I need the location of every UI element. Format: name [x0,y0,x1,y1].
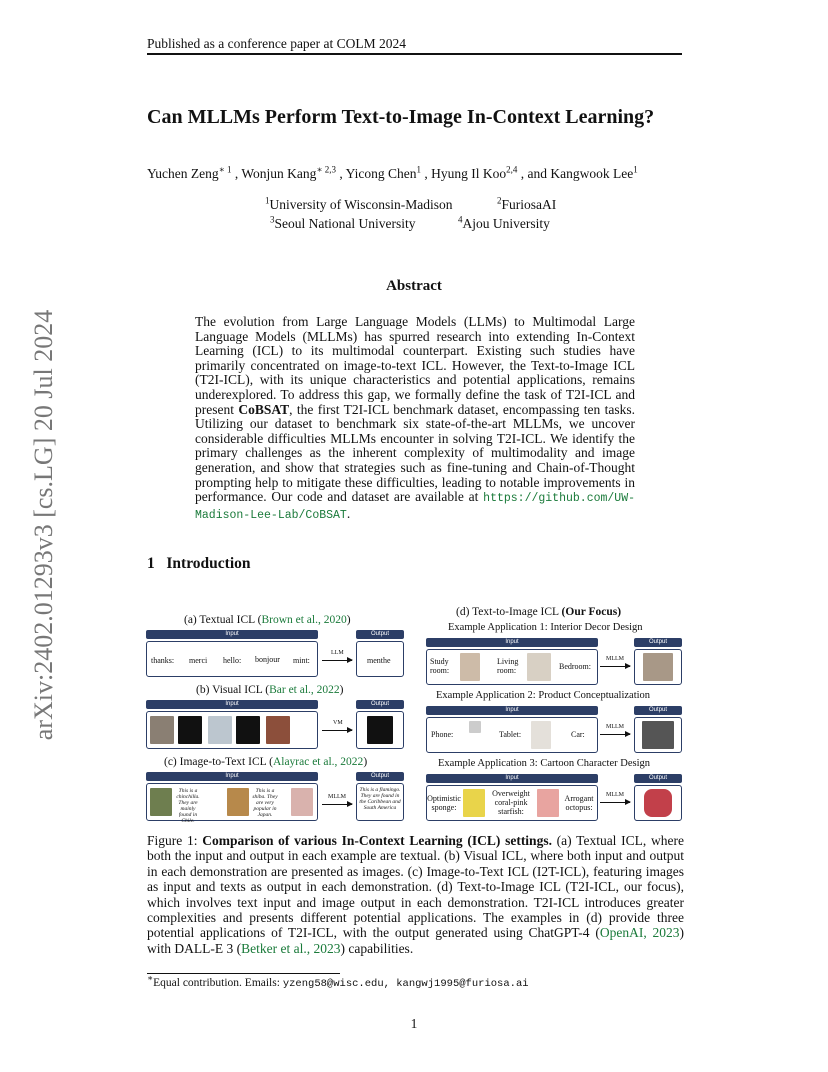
tablet-photo-icon [531,721,551,749]
app-title: Example Application 2: Product Conceptualization [436,690,651,701]
running-header: Published as a conference paper at COLM 2024 [147,36,407,51]
author: Wonjun Kang [241,166,317,181]
panel-c-label: (c) Image-to-Text ICL (Alayrac et al., 2022) [164,756,368,768]
arrow-icon [322,804,352,805]
output-bar: Output [634,638,682,647]
mask-icon [178,716,202,744]
app3-input: Optimistic sponge: Overweight coral-pink starfish: Arrogant octopus: [426,785,598,821]
panel-b-input [146,711,318,749]
page-number: 1 [410,1016,418,1031]
panel-d-label: (d) Text-to-Image ICL (Our Focus) [456,606,622,618]
affiliation: $^2$FuriosaAI [497,195,557,212]
octopus-image-icon [644,789,672,817]
arrow-icon [600,734,630,735]
panel-a-input: thanks: merci hello: bonjour mint: [146,641,318,677]
author: Kangwook Lee [550,166,634,181]
panel-a-label: (a) Textual ICL (Brown et al., 2020) [184,614,351,626]
app2-output [634,717,682,753]
chinchilla-photo-icon [150,788,172,816]
output-bar: Output [634,774,682,783]
input-bar: Input [426,774,598,783]
app1-output [634,649,682,685]
input-bar: Input [146,700,318,709]
input-bar: Input [146,630,318,639]
panel-b-output [356,711,404,749]
author-list: Yuchen Zeng$^{∗ 1}$ , Wonjun Kang$^{∗ 2,3}$ , Yicong Chen$^1$ , Hyung Il Koo$^{2,4}$ , and Kangwook Lee$^1$ [147,164,638,181]
header-rule [147,53,682,55]
photo-icon [266,716,290,744]
output-bar: Output [356,630,404,639]
input-bar: Input [426,638,598,647]
photo-icon [150,716,174,744]
panel-c-output: This is a flamingo. They are found in the Caribbean and South America [356,783,404,821]
room-photo-icon [460,653,480,681]
section-heading: 1 Introduction [147,555,251,572]
airplane-mask-icon [236,716,260,744]
app1-input: Study room: Living room: Bedroom: [426,649,598,685]
output-bar: Output [634,706,682,715]
figure-caption: Figure 1: Comparison of various In-Context Learning (ICL) settings. (a) Textual ICL, where both the input and output in each example are textual. (b) Visual ICL, where both input and output in each demonstration are presented as images. (c) Image-to-Text ICL (I2T-ICL), featuring images as input and texts as output in each demonstration. (d) Text-to-Image ICL (T2I-ICL, our focus), which involves text input and image output in each demonstration. T2I-ICL introduces greater complexities and presents different potential applications. The examples in (d) provide three potential applications of T2I-ICL, with the output generated using ChatGPT-4 (OpenAI, 2023) with DALL-E 3 (Betker et al., 2023) capabilities. [147,833,684,956]
author: Yuchen Zeng [147,166,219,181]
app3-output [634,785,682,821]
affiliation: $^3$Seoul National University [270,214,416,231]
abstract-body: The evolution from Large Language Models (LLMs) to Multimodal Large Language Models (MLLMs) has spurred research into extending In-Context Learning (ICL) to its multimodal counterpart. Existing such studies have primarily concentrated on image-to-text ICL. However, the Text-to-Image ICL (T2I-ICL), with its unique characteristics and potential applications, remains underexplored. To address this gap, we formally define the task of T2I-ICL and present CoBSAT, the first T2I-ICL benchmark dataset, encompassing ten tasks. Utilizing our dataset to benchmark six state-of-the-art MLLMs, we uncover considerable difficulties MLLMs encounter in solving T2I-ICL. We identify the primary challenges as the inherent complexity of multimodality and image generation, and show that strategies such as fine-tuning and Chain-of-Thought prompting help to mitigate these difficulties, leading to notable improvements in performance. Our code and dataset are available at https://github.com/UW-Madison-Lee-Lab/CoBSAT. [195,314,635,522]
app-title: Example Application 3: Cartoon Character Design [438,758,650,769]
panel-b-label: (b) Visual ICL (Bar et al., 2022) [196,684,344,696]
arrow-icon [600,666,630,667]
arrow-icon [322,730,352,731]
paper-title: Can MLLMs Perform Text-to-Image In-Context Learning? [147,106,655,128]
phone-photo-icon [469,721,481,733]
footnote: ∗Equal contribution. Emails: yzeng58@wisc.edu, kangwj1995@furiosa.ai [147,973,529,990]
abstract-heading: Abstract [386,278,442,294]
airplane-photo-icon [208,716,232,744]
sponge-image-icon [463,789,485,817]
room-photo-icon [527,653,551,681]
output-bar: Output [356,700,404,709]
figure-1: (a) Textual ICL (Brown et al., 2020) Input thanks: merci hello: bonjour mint: LLM Output menthe (b) Visual ICL (Bar et al., 2022) Input VM Output (c) Image-to-Text ICL (Alayrac et al., 2022) Input This is a chinchilla. They are mainly found in Chile. This is a shiba. They are very popular in Japan. MLLM Output This is a flamingo. They are found in the Caribbean and South America (d) Text-to-Image ICL (Our Focus) Example Application 1: Interior Decor Design Input Study room: Living room: Bedroom: MLLM Output Example Application 2: Product Conceptualization Input Phone: Tablet: Car: MLLM Output Example Application 3: Cartoon Character Design Input Optimistic sponge: Overweight coral-pink starfish: Arrogant octopus: MLLM Output [146,604,686,824]
car-image-icon [642,721,674,749]
affiliation: $^4$Ajou University [458,214,550,231]
flamingo-photo-icon [291,788,313,816]
footnote-rule [147,973,340,974]
input-bar: Input [146,772,318,781]
mask-output-icon [367,716,393,744]
author: Hyung Il Koo [431,166,507,181]
shiba-photo-icon [227,788,249,816]
repo-link[interactable]: https://github.com/UW-Madison-Lee-Lab/CoBSAT [195,492,635,522]
panel-a-output: menthe [356,641,404,677]
output-bar: Output [356,772,404,781]
app2-input: Phone: Tablet: Car: [426,717,598,753]
app-title: Example Application 1: Interior Decor Design [448,622,643,633]
starfish-image-icon [537,789,559,817]
author: Yicong Chen [345,166,417,181]
input-bar: Input [426,706,598,715]
bedroom-image-icon [643,653,673,681]
panel-c-input: This is a chinchilla. They are mainly found in Chile. This is a shiba. They are very popular in Japan. [146,783,318,821]
arrow-icon [322,660,352,661]
affiliation: $^1$University of Wisconsin-Madison [265,195,453,212]
arrow-icon [600,802,630,803]
arxiv-stamp: arXiv:2402.01293v3 [cs.LG] 20 Jul 2024 [29,309,58,741]
